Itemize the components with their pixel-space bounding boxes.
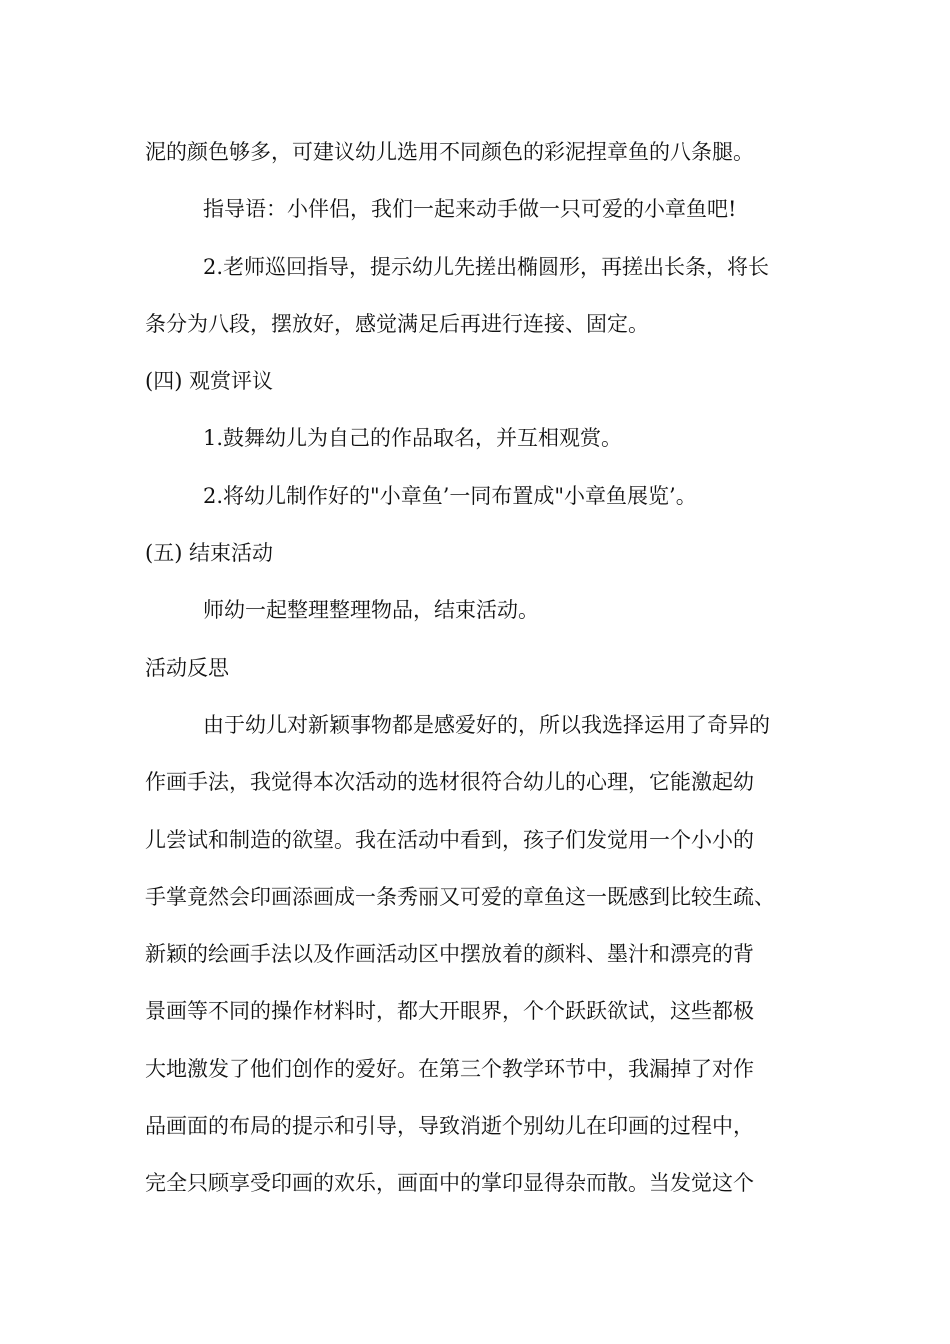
paragraph-line: 1.鼓舞幼儿为自己的作品取名，并互相观赏。	[203, 426, 623, 451]
paragraph-line: 儿尝试和制造的欲望。我在活动中看到，孩子们发觉用一个小小的	[145, 827, 754, 852]
paragraph-line: 大地激发了他们创作的爱好。在第三个教学环节中，我漏掉了对作	[145, 1056, 754, 1081]
paragraph-line: 由于幼儿对新颖事物都是感爱好的，所以我选择运用了奇异的	[203, 712, 770, 737]
section-heading: 活动反思	[145, 655, 229, 680]
paragraph-line: 条分为八段，摆放好，感觉满足后再进行连接、固定。	[145, 311, 649, 336]
section-heading: (五) 结束活动	[145, 541, 274, 566]
paragraph-line: 作画手法，我觉得本次活动的选材很符合幼儿的心理，它能激起幼	[145, 770, 754, 795]
paragraph-line: 师幼一起整理整理物品，结束活动。	[203, 598, 539, 623]
paragraph-line: 泥的颜色够多，可建议幼儿选用不同颜色的彩泥捏章鱼的八条腿。	[145, 140, 754, 164]
paragraph-line: 景画等不同的操作材料时，都大开眼界，个个跃跃欲试，这些都极	[145, 999, 754, 1024]
document-body	[145, 124, 825, 1213]
paragraph-line: 手掌竟然会印画添画成一条秀丽又可爱的章鱼这一既感到比较生疏、	[145, 884, 775, 909]
section-heading: (四) 观赏评议	[145, 369, 274, 394]
paragraph-line: 新颖的绘画手法以及作画活动区中摆放着的颜料、墨汁和漂亮的背	[145, 942, 754, 967]
paragraph-line: 指导语：小伴侣，我们一起来动手做一只可爱的小章鱼吧!	[203, 197, 737, 222]
paragraph-line: 2.将幼儿制作好的"小章鱼’一同布置成"小章鱼展览’。	[203, 483, 697, 508]
paragraph-line: 完全只顾享受印画的欢乐，画面中的掌印显得杂而散。当发觉这个	[145, 1171, 754, 1196]
paragraph-line: 2.老师巡回指导，提示幼儿先搓出椭圆形，再搓出长条，将长	[203, 254, 770, 279]
paragraph-line: 品画面的布局的提示和引导，导致消逝个别幼儿在印画的过程中，	[145, 1114, 754, 1139]
